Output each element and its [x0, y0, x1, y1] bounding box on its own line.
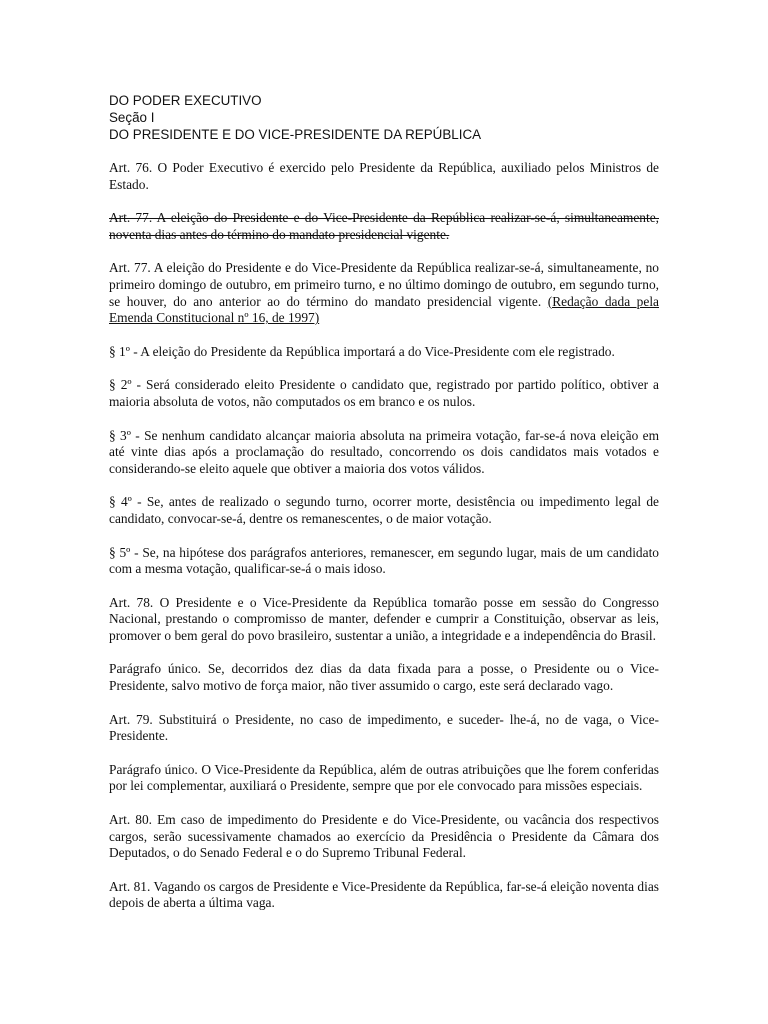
heading-block: [109, 92, 659, 143]
article-78-sole-paragraph: Parágrafo único. Se, decorridos dez dias da data fixada para a posse, o Presidente ou o Vice-Presidente, salvo motivo de força maior, não tiver assumido o cargo, este será declarado vago.: [109, 661, 659, 694]
article-79: Art. 79. Substituirá o Presidente, no caso de impedimento, e suceder- lhe-á, no de vaga, o Vice-Presidente.: [109, 711, 659, 744]
article-77: [109, 260, 659, 326]
document-page: [109, 92, 659, 929]
article-81: Art. 81. Vagando os cargos de Presidente e Vice-Presidente da República, far-se-á eleição noventa dias depois de aberta a última vaga.: [109, 878, 659, 911]
article-80: Art. 80. Em caso de impedimento do Presidente e do Vice-Presidente, ou vacância dos respectivos cargos, serão sucessivamente chamados ao exercício da Presidência o Presidente da Câmara dos Deputados, o do Senado Federal e o do Supremo Tribunal Federal.: [109, 812, 659, 861]
article-78: Art. 78. O Presidente e o Vice-Presidente da República tomarão posse em sessão do Congresso Nacional, prestando o compromisso de manter, defender e cumprir a Constituição, observar as leis, promover o bem geral do povo brasileiro, sustentar a união, a integridade e a independência do Brasil.: [109, 594, 659, 643]
article-76: Art. 76. O Poder Executivo é exercido pelo Presidente da República, auxiliado pelos Ministros de Estado.: [109, 160, 659, 192]
section-heading: Seção I: [109, 110, 155, 125]
article-77-revoked: Art. 77. A eleição do Presidente e do Vice-Presidente da República realizar-se-á, simultaneamente, noventa dias antes do término do mandato presidencial vigente.: [109, 210, 659, 242]
article-77-text: Art. 77. A eleição do Presidente e do Vice-Presidente da República realizar-se-á, simultaneamente, no primeiro domingo de outubro, em primeiro turno, e no último domingo de outubro, em segundo turno, se houver, do ano anterior ao do término do mandato presidencial vigente.: [109, 260, 659, 309]
article-77-paragraph-2: § 2º - Será considerado eleito Presidente o candidato que, registrado por partido político, obtiver a maioria absoluta de votos, não computados os em branco e os nulos.: [109, 377, 659, 409]
article-77-paragraph-5: § 5º - Se, na hipótese dos parágrafos anteriores, remanescer, em segundo lugar, mais de um candidato com a mesma votação, qualificar-se-á o mais idoso.: [109, 544, 659, 577]
amendment-note-link[interactable]: (Redação dada pela Emenda Constitucional nº 16, de 1997): [109, 293, 659, 326]
article-77-paragraph-3: § 3º - Se nenhum candidato alcançar maioria absoluta na primeira votação, far-se-á nova eleição em até vinte dias após a proclamação do resultado, concorrendo os dois candidatos mais votados e considerando-se eleito aquele que obtiver a maioria dos votos válidos.: [109, 427, 659, 476]
chapter-heading: DO PODER EXECUTIVO: [109, 93, 262, 108]
article-79-sole-paragraph: Parágrafo único. O Vice-Presidente da República, além de outras atribuições que lhe forem conferidas por lei complementar, auxiliará o Presidente, sempre que por ele convocado para missões especiais.: [109, 761, 659, 794]
article-77-paragraph-1: § 1º - A eleição do Presidente da República importará a do Vice-Presidente com ele registrado.: [109, 343, 615, 359]
section-title: DO PRESIDENTE E DO VICE-PRESIDENTE DA REPÚBLICA: [109, 127, 482, 142]
article-77-paragraph-4: § 4º - Se, antes de realizado o segundo turno, ocorrer morte, desistência ou impedimento legal de candidato, convocar-se-á, dentre os remanescentes, o de maior votação.: [109, 494, 659, 526]
